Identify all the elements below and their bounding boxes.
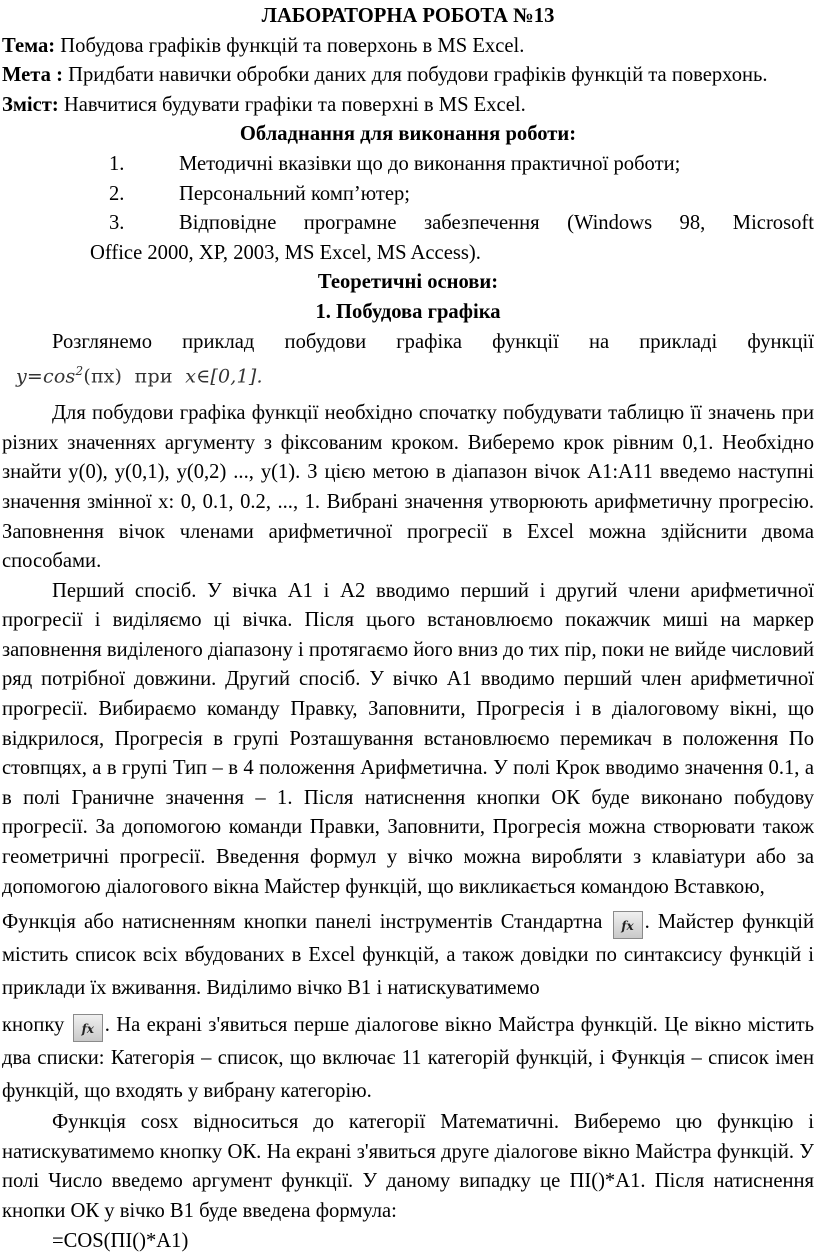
paragraph-2-part-a: Перший спосіб. У вічка А1 і А2 вводимо перший і другий члени арифметичної прогресії і виділяємо ці вічка. Після цього встановлюємо покажчик миші на маркер заповнення виділеного діапазону і протягаємо його вниз до тих пір, поки не вийде числовий ряд потрібної довжини. Другий спосіб. У вічко А1 вводимо перший член арифметичної прогресії. Вибираємо команду Правку, Заповнити, Прогресія і в діалоговому вікні, що відкрилося, Прогресія в групі Розташування встановлюємо перемикач в положення По стовпцях, а в групі Тип – в 4 положення Арифметична. У полі Крок вводимо значення 0.1, а в полі Граничне значення – 1. Після натиснення кнопки ОК буде виконано побудову прогресії. За допомогою команди Правки, Заповнити, Прогресія можна створювати також геометричні прогресії. Введення формул у вічко можна виробляти з клавіатури або за допомогою діалогового вікна Майстер функцій, що викликається командою Вставкою, bbox=[2, 579, 814, 898]
paragraph-2-part-b: Функція або натисненням кнопки панелі інструментів Стандартна bbox=[2, 911, 603, 934]
content-text: Навчитися будувати графіки та поверхні в MS Excel. bbox=[58, 93, 526, 116]
page-title: ЛАБОРАТОРНА РОБОТА №13 bbox=[261, 5, 555, 27]
goal-line bbox=[2, 61, 814, 91]
paragraph-2-part-c: . Майстер функцій містить список всіх вбудованих в Excel функцій, а також довідки по синтаксису функцій і приклади їх вживання. Виділимо вічко В1 і натискуватимемо bbox=[2, 911, 814, 1000]
paragraph-2-end bbox=[2, 1009, 814, 1108]
list-text: Методичні вказівки що до виконання практичної роботи; bbox=[179, 152, 681, 175]
document-page bbox=[0, 2, 816, 1252]
list-text: Персональний комп’ютер; bbox=[179, 182, 411, 205]
content-label: Зміст: bbox=[2, 93, 59, 116]
topic-label: Тема: bbox=[2, 34, 56, 57]
theory-heading: Теоретичні основи: bbox=[317, 271, 499, 294]
paragraph-2-continued bbox=[2, 906, 814, 1005]
topic-text: Побудова графіків функцій та поверхонь в MS Excel. bbox=[55, 34, 525, 57]
formula-sup: 2 bbox=[75, 364, 84, 379]
formula-domain: x∈[0,1]. bbox=[185, 365, 263, 388]
topic-line bbox=[2, 32, 814, 62]
function-wizard-icon[interactable]: fx bbox=[613, 911, 643, 939]
equipment-heading: Обладнання для виконання роботи: bbox=[239, 123, 577, 146]
list-item bbox=[2, 209, 814, 239]
formula bbox=[16, 357, 263, 392]
list-text: Відповідне програмне забезпечення (Windows 98, Microsoft bbox=[179, 212, 814, 235]
list-number: 1. bbox=[109, 152, 125, 175]
section-heading: 1. Побудова графіка bbox=[315, 300, 501, 323]
list-item bbox=[2, 180, 814, 210]
goal-text: Придбати навички обробки даних для побудови графіків функцій та поверхонь. bbox=[62, 64, 768, 87]
paragraph-3: Функція cosx відноситься до категорії Математичні. Виберемо цю функцію і натискуватимемо кнопку ОК. На екрані з'явиться друге діалогове вікно Майстра функцій. У полі Число введемо аргумент функції. У даному випадку це ПІ()*А1. Після натиснення кнопки ОК у вічко В1 буде введена формула: bbox=[2, 1111, 814, 1222]
formula-when: при bbox=[134, 365, 173, 388]
content-line bbox=[2, 91, 814, 121]
formula-image bbox=[2, 357, 814, 399]
paragraph-2-part-d: кнопку bbox=[2, 1014, 65, 1037]
paragraph-1: Для побудови графіка функції необхідно спочатку побудувати таблицю її значень при різних значеннях аргументу з фіксованим кроком. Виберемо крок рівним 0,1. Необхідно знайти у(0), у(0,1), у(0,2) ..., у(1). З цією метою в діапазон вічок А1:А11 введемо наступні значення змінної х: 0, 0.1, 0.2, ..., 1. Вибрані значення утворюють арифметичну прогресію. Заповнення вічок членами арифметичної прогресії в Excel можна здійснити двома способами. bbox=[2, 402, 814, 573]
paragraph-2-part-e: . На екрані з'явиться перше діалогове вікно Майстра функцій. Це вікно містить два списки: Категорія – список, що включає 11 категорій функцій, і Функція – список імен функцій, що входять у вибрану категорію. bbox=[2, 1014, 815, 1103]
function-wizard-icon[interactable]: fx bbox=[73, 1014, 103, 1042]
formula-code: =COS(ПІ()*А1) bbox=[52, 1229, 189, 1252]
list-text-continuation: Office 2000, XP, 2003, MS Excel, MS Access). bbox=[90, 241, 481, 264]
goal-label: Мета : bbox=[2, 64, 63, 87]
formula-arg: (πx) bbox=[83, 365, 123, 388]
list-number: 2. bbox=[109, 182, 125, 205]
paragraph-2 bbox=[2, 577, 814, 903]
intro-paragraph: Розглянемо приклад побудови графіка функції на прикладі функції bbox=[52, 330, 814, 353]
list-item bbox=[2, 150, 814, 180]
formula-lhs: y=cos bbox=[16, 365, 76, 388]
list-number: 3. bbox=[109, 212, 125, 235]
